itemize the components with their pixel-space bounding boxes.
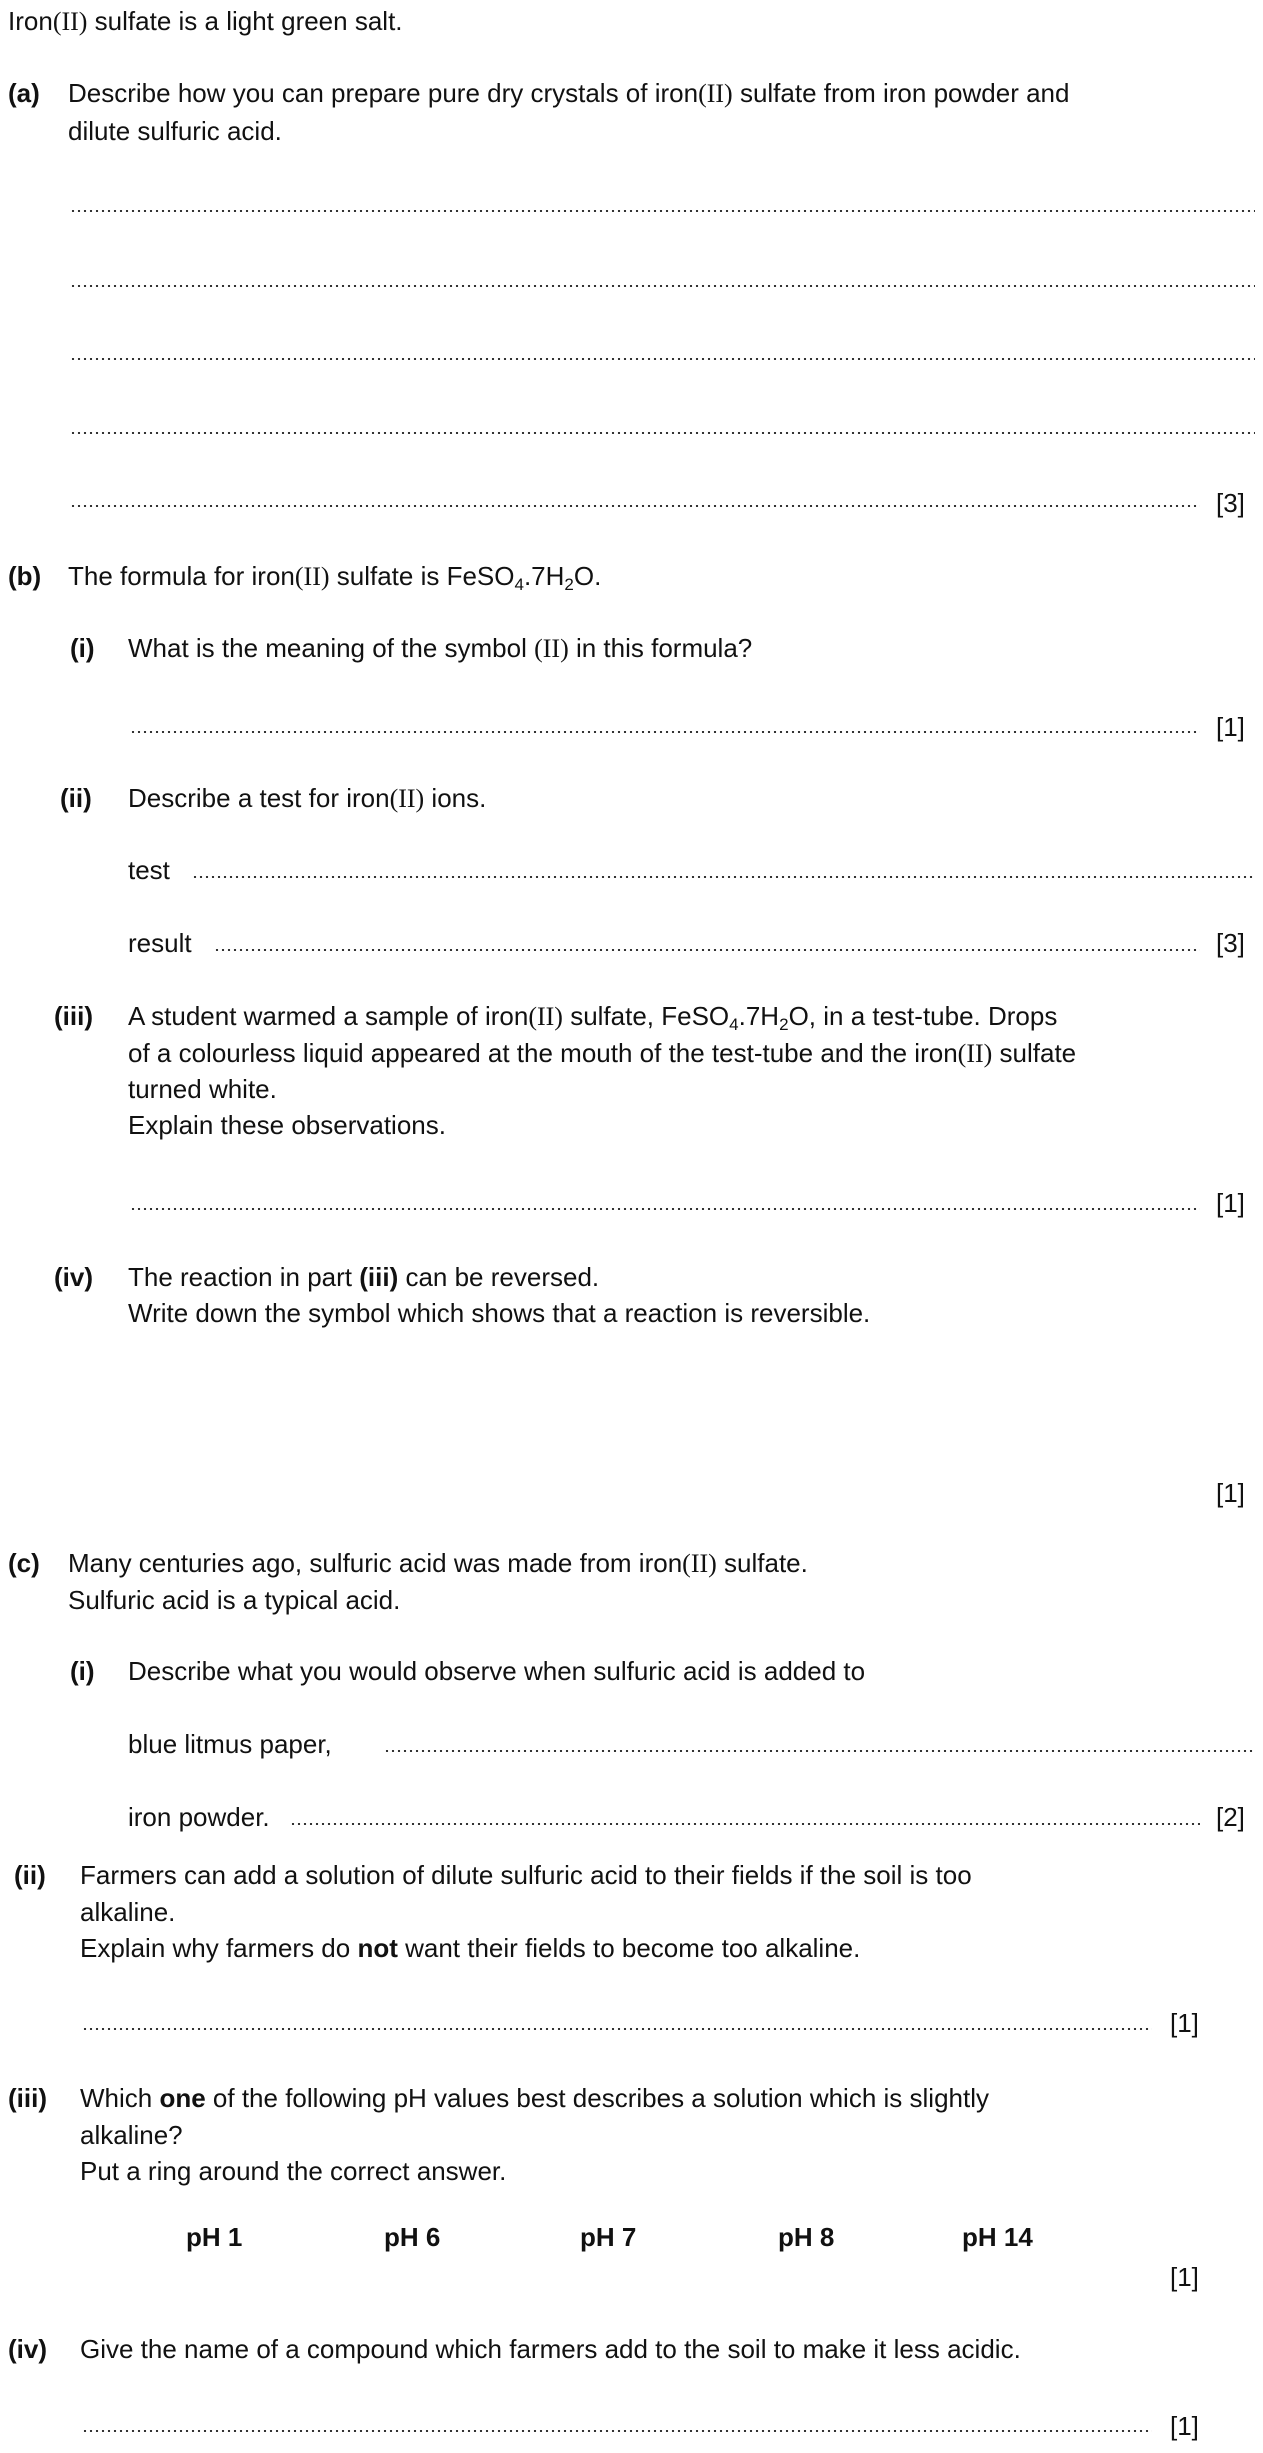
part-c-ii-line2: alkaline. (80, 1897, 176, 1927)
part-c-ii-label: (ii) (14, 1860, 46, 1890)
part-c-iii-line1: Which one of the following pH values best describes a solution which is slightly (80, 2083, 989, 2113)
mark-c-i: [2] (1216, 1802, 1245, 1832)
ph-option-8[interactable]: pH 8 (778, 2222, 835, 2252)
part-b-ii-question: Describe a test for iron(II) ions. (128, 783, 487, 813)
part-b-iv-line2: Write down the symbol which shows that a reaction is reversible. (128, 1298, 871, 1328)
mark-c-iii: [1] (1170, 2262, 1199, 2292)
part-c-ii-line1: Farmers can add a solution of dilute sulfuric acid to their fields if the soil is too (80, 1860, 972, 1890)
part-b-stem: The formula for iron(II) sulfate is $FeSO_4.7H_2O$. (68, 561, 602, 594)
ph-option-7[interactable]: pH 7 (580, 2222, 637, 2252)
part-b-iii-line1: A student warmed a sample of iron(II) sulfate, $FeSO_4.7H_2O$, in a test-tube. Drops (128, 1001, 1058, 1034)
part-b-i-question: What is the meaning of the symbol (II) in this formula? (128, 633, 753, 663)
part-b-iii-line2: of a colourless liquid appeared at the mouth of the test-tube and the iron(II) sulfate (128, 1038, 1077, 1068)
part-c-iv-stem: Give the name of a compound which farmers add to the soil to make it less acidic. (80, 2334, 1021, 2364)
part-b-ii-label: (ii) (60, 783, 92, 813)
blue-litmus-label: blue litmus paper, (128, 1729, 332, 1759)
answer-line-b-i[interactable] (130, 731, 1200, 733)
part-c-iv-label: (iv) (8, 2334, 47, 2364)
answer-line-a-5[interactable] (70, 505, 1200, 507)
answer-line-b-iii[interactable] (130, 1208, 1200, 1210)
answer-line-b-ii-test[interactable] (192, 876, 1255, 878)
part-b-iii-label: (iii) (54, 1001, 93, 1031)
part-a-question-line1: Describe how you can prepare pure dry crystals of iron(II) sulfate from iron powder and (68, 78, 1070, 108)
ph-option-14[interactable]: pH 14 (962, 2222, 1033, 2252)
answer-line-c-iv[interactable] (82, 2430, 1152, 2432)
test-label: test (128, 855, 170, 885)
answer-line-a-2[interactable] (70, 285, 1255, 287)
answer-line-b-ii-result[interactable] (214, 949, 1200, 951)
part-b-label: (b) (8, 561, 42, 591)
mark-a: [3] (1216, 488, 1245, 518)
answer-line-c-i-iron[interactable] (290, 1823, 1200, 1825)
mark-b-i: [1] (1216, 712, 1245, 742)
part-c-line1: Many centuries ago, sulfuric acid was made from iron(II) sulfate. (68, 1548, 808, 1578)
answer-line-c-i-litmus[interactable] (384, 1750, 1255, 1752)
part-b-iii-line3: turned white. (128, 1074, 277, 1104)
part-b-iv-label: (iv) (54, 1262, 93, 1292)
part-c-iii-label: (iii) (8, 2083, 47, 2113)
part-c-iii-line3: Put a ring around the correct answer. (80, 2156, 507, 2186)
part-c-line2: Sulfuric acid is a typical acid. (68, 1585, 401, 1615)
part-b-iii-line4: Explain these observations. (128, 1110, 446, 1140)
answer-line-c-ii[interactable] (82, 2028, 1152, 2030)
part-a-question-line2: dilute sulfuric acid. (68, 116, 282, 146)
answer-line-a-1[interactable] (70, 210, 1255, 212)
part-a-label: (a) (8, 78, 40, 108)
part-c-label: (c) (8, 1548, 40, 1578)
intro-text: Iron(II) sulfate is a light green salt. (8, 6, 403, 36)
ph-option-1[interactable]: pH 1 (186, 2222, 243, 2252)
ph-option-6[interactable]: pH 6 (384, 2222, 441, 2252)
mark-c-ii: [1] (1170, 2008, 1199, 2038)
mark-b-iv: [1] (1216, 1478, 1245, 1508)
mark-b-iii: [1] (1216, 1188, 1245, 1218)
iron-powder-label: iron powder. (128, 1802, 270, 1832)
part-b-i-label: (i) (70, 633, 95, 663)
mark-c-iv: [1] (1170, 2411, 1199, 2441)
answer-line-a-4[interactable] (70, 432, 1255, 434)
answer-line-a-3[interactable] (70, 358, 1255, 360)
part-b-iv-line1: The reaction in part (iii) can be reversed. (128, 1262, 600, 1292)
part-c-i-label: (i) (70, 1656, 95, 1686)
mark-b-ii: [3] (1216, 928, 1245, 958)
part-c-i-stem: Describe what you would observe when sulfuric acid is added to (128, 1656, 866, 1686)
part-c-iii-line2: alkaline? (80, 2120, 183, 2150)
result-label: result (128, 928, 192, 958)
part-c-ii-line3: Explain why farmers do not want their fields to become too alkaline. (80, 1933, 861, 1963)
